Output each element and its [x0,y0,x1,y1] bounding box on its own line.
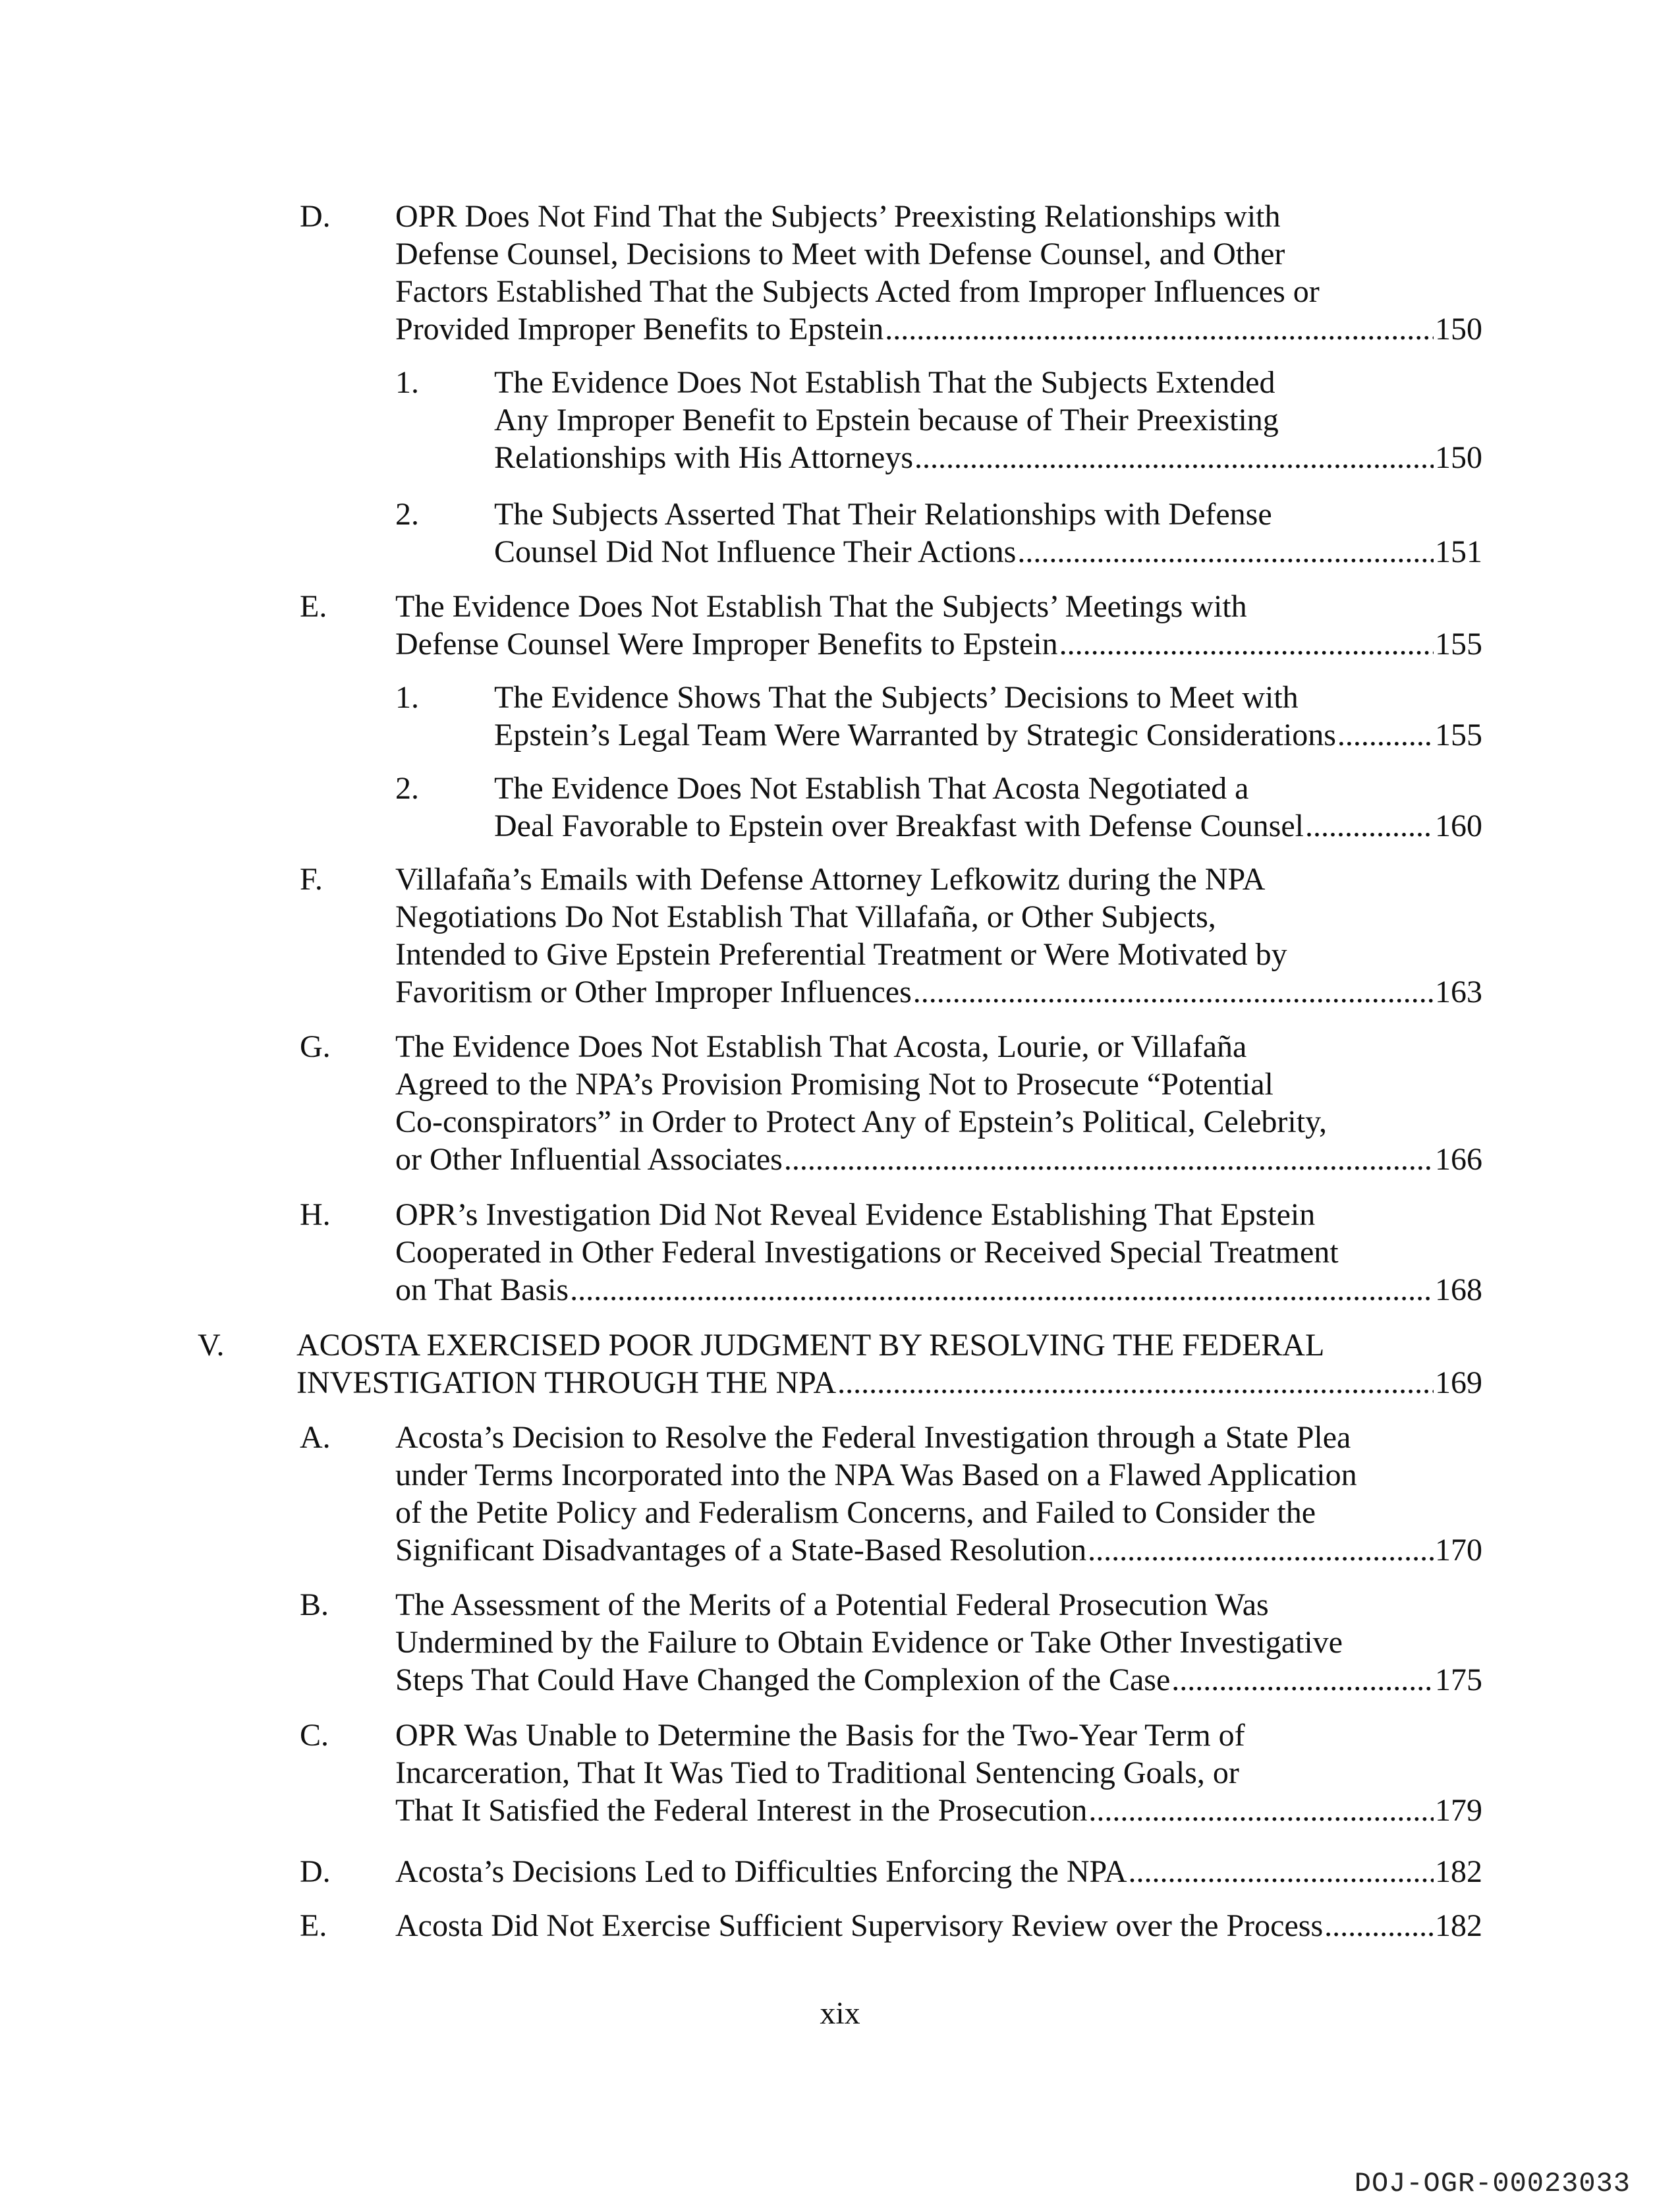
toc-line: Intended to Give Epstein Preferential Treatment or Were Motivated by [395,937,1287,972]
toc-last-line [395,973,1482,1011]
dot-leader [885,310,1434,348]
toc-page-number: 163 [1435,975,1482,1009]
toc-line: Co-conspirators” in Order to Protect Any of Epstein’s Political, Celebrity, [395,1104,1327,1139]
toc-line: Agreed to the NPA’s Provision Promising Not to Prosecute “Potential [395,1067,1274,1102]
dot-leader [914,439,1434,476]
toc-entry-text [395,861,1482,1011]
toc-last-line [395,1792,1482,1829]
toc-page-number: 151 [1435,534,1482,569]
dot-leader [913,973,1434,1011]
toc-line: Acosta’s Decision to Resolve the Federal Investigation through a State Plea [395,1420,1351,1455]
toc-entry-text [395,1907,1482,1944]
toc-marker: 2. [395,497,419,532]
toc-page-number: 179 [1435,1793,1482,1828]
toc-marker: 2. [395,771,419,806]
dot-leader [1305,807,1434,845]
dot-leader [1337,716,1434,754]
toc-line: Favoritism or Other Improper Influences [395,975,912,1009]
toc-line: Acosta Did Not Exercise Sufficient Supervisory Review over the Process [395,1908,1324,1943]
toc-entry-text [494,770,1482,845]
toc-line: Defense Counsel Were Improper Benefits to Epstein [395,627,1058,662]
toc-line: Significant Disadvantages of a State-Based Resolution [395,1533,1087,1568]
toc-line: The Evidence Does Not Establish That the Subjects Extended [494,365,1275,400]
toc-entry-text [395,1419,1482,1569]
toc-line: The Evidence Does Not Establish That Acosta, Lourie, or Villafaña [395,1029,1247,1064]
toc-marker: F. [300,862,323,897]
toc-line: Counsel Did Not Influence Their Actions [494,534,1017,569]
dot-leader [1088,1531,1434,1569]
toc-last-line [494,807,1482,845]
toc-line: The Evidence Shows That the Subjects’ Decisions to Meet with [494,680,1299,715]
toc-last-line [395,1271,1482,1309]
toc-last-line [395,1531,1482,1569]
dot-leader [1017,533,1434,571]
toc-marker: H. [300,1197,331,1232]
toc-last-line [395,1661,1482,1699]
toc-line: Undermined by the Failure to Obtain Evidence or Take Other Investigative [395,1625,1343,1660]
toc-page-number: 150 [1435,312,1482,347]
toc-last-line [395,1141,1482,1178]
toc-last-line [395,625,1482,663]
toc-line: Acosta’s Decisions Led to Difficulties Enforcing the NPA [395,1854,1127,1889]
toc-entry-text [395,1853,1482,1890]
dot-leader [1088,1792,1434,1829]
toc-marker: A. [300,1420,331,1455]
toc-line: OPR Was Unable to Determine the Basis for the Two-Year Term of [395,1718,1245,1753]
toc-entry-text [494,679,1482,754]
toc-page-number: 175 [1435,1662,1482,1697]
toc-line: OPR’s Investigation Did Not Reveal Evidence Establishing That Epstein [395,1197,1316,1232]
toc-line: The Subjects Asserted That Their Relationships with Defense [494,497,1272,532]
toc-page-number: 182 [1435,1908,1482,1943]
toc-line: Provided Improper Benefits to Epstein [395,312,884,347]
toc-line: Cooperated in Other Federal Investigations or Received Special Treatment [395,1235,1339,1270]
dot-leader [570,1271,1434,1309]
toc-marker: D. [300,1854,331,1889]
toc-line: ACOSTA EXERCISED POOR JUDGMENT BY RESOLVING THE FEDERAL [296,1328,1325,1363]
toc-entry-text [395,588,1482,663]
toc-marker: D. [300,199,331,234]
toc-entry-text [395,1586,1482,1699]
toc-line: Steps That Could Have Changed the Complexion of the Case [395,1662,1171,1697]
dot-leader [784,1141,1434,1178]
dot-leader [1324,1907,1434,1944]
toc-line: Negotiations Do Not Establish That Villafaña, or Other Subjects, [395,899,1216,934]
toc-last-line [494,533,1482,571]
toc-entry-text [395,1716,1482,1829]
toc-last-line [296,1364,1482,1402]
toc-page-number: 168 [1435,1272,1482,1307]
toc-entry-text [395,198,1482,348]
toc-line: OPR Does Not Find That the Subjects’ Preexisting Relationships with [395,199,1281,234]
toc-last-line [395,1853,1482,1890]
toc-entry-text [395,1196,1482,1309]
toc-marker: E. [300,589,327,624]
toc-marker: V. [198,1328,225,1363]
toc-line: Villafaña’s Emails with Defense Attorney Lefkowitz during the NPA [395,862,1266,897]
toc-last-line [494,439,1482,476]
toc-line: Incarceration, That It Was Tied to Traditional Sentencing Goals, or [395,1755,1239,1790]
toc-line: That It Satisfied the Federal Interest in the Prosecution [395,1793,1088,1828]
toc-line: of the Petite Policy and Federalism Concerns, and Failed to Consider the [395,1495,1316,1530]
toc-line: The Evidence Does Not Establish That the Subjects’ Meetings with [395,589,1247,624]
toc-marker: 1. [395,365,419,400]
toc-line: Any Improper Benefit to Epstein because of Their Preexisting [494,403,1279,438]
toc-marker: 1. [395,680,419,715]
toc-line: The Assessment of the Merits of a Potential Federal Prosecution Was [395,1587,1269,1622]
toc-last-line [395,1907,1482,1944]
toc-marker: B. [300,1587,329,1622]
toc-page-number: 169 [1435,1365,1482,1400]
toc-last-line [494,716,1482,754]
toc-page-number: 155 [1435,627,1482,662]
toc-line: Epstein’s Legal Team Were Warranted by Strategic Considerations [494,718,1336,752]
toc-page-number: 166 [1435,1142,1482,1177]
toc-line: Relationships with His Attorneys [494,440,913,475]
dot-leader [1171,1661,1434,1699]
toc-page-number: 182 [1435,1854,1482,1889]
toc-line: The Evidence Does Not Establish That Acosta Negotiated a [494,771,1249,806]
toc-last-line [395,310,1482,348]
toc-entry-text [395,1028,1482,1178]
bates-number: DOJ-OGR-00023033 [1354,2168,1631,2199]
toc-page-number: 160 [1435,808,1482,843]
toc-line: on That Basis [395,1272,569,1307]
toc-marker: E. [300,1908,327,1943]
toc-line: INVESTIGATION THROUGH THE NPA [296,1365,837,1400]
dot-leader [1129,1853,1434,1890]
page-number: xix [820,1996,860,2031]
dot-leader [1059,625,1434,663]
toc-line: under Terms Incorporated into the NPA Was Based on a Flawed Application [395,1458,1357,1492]
toc-page-number: 155 [1435,718,1482,752]
toc-entry-text [494,364,1482,476]
toc-line: Defense Counsel, Decisions to Meet with Defense Counsel, and Other [395,237,1285,271]
toc-marker: G. [300,1029,331,1064]
toc-entry-text [296,1326,1482,1402]
toc-line: Deal Favorable to Epstein over Breakfast with Defense Counsel [494,808,1304,843]
dot-leader [837,1364,1434,1402]
toc-page-number: 150 [1435,440,1482,475]
toc-entry-text [494,496,1482,571]
toc-page-number: 170 [1435,1533,1482,1568]
toc-line: Factors Established That the Subjects Acted from Improper Influences or [395,274,1320,309]
toc-line: or Other Influential Associates [395,1142,783,1177]
toc-marker: C. [300,1718,329,1753]
